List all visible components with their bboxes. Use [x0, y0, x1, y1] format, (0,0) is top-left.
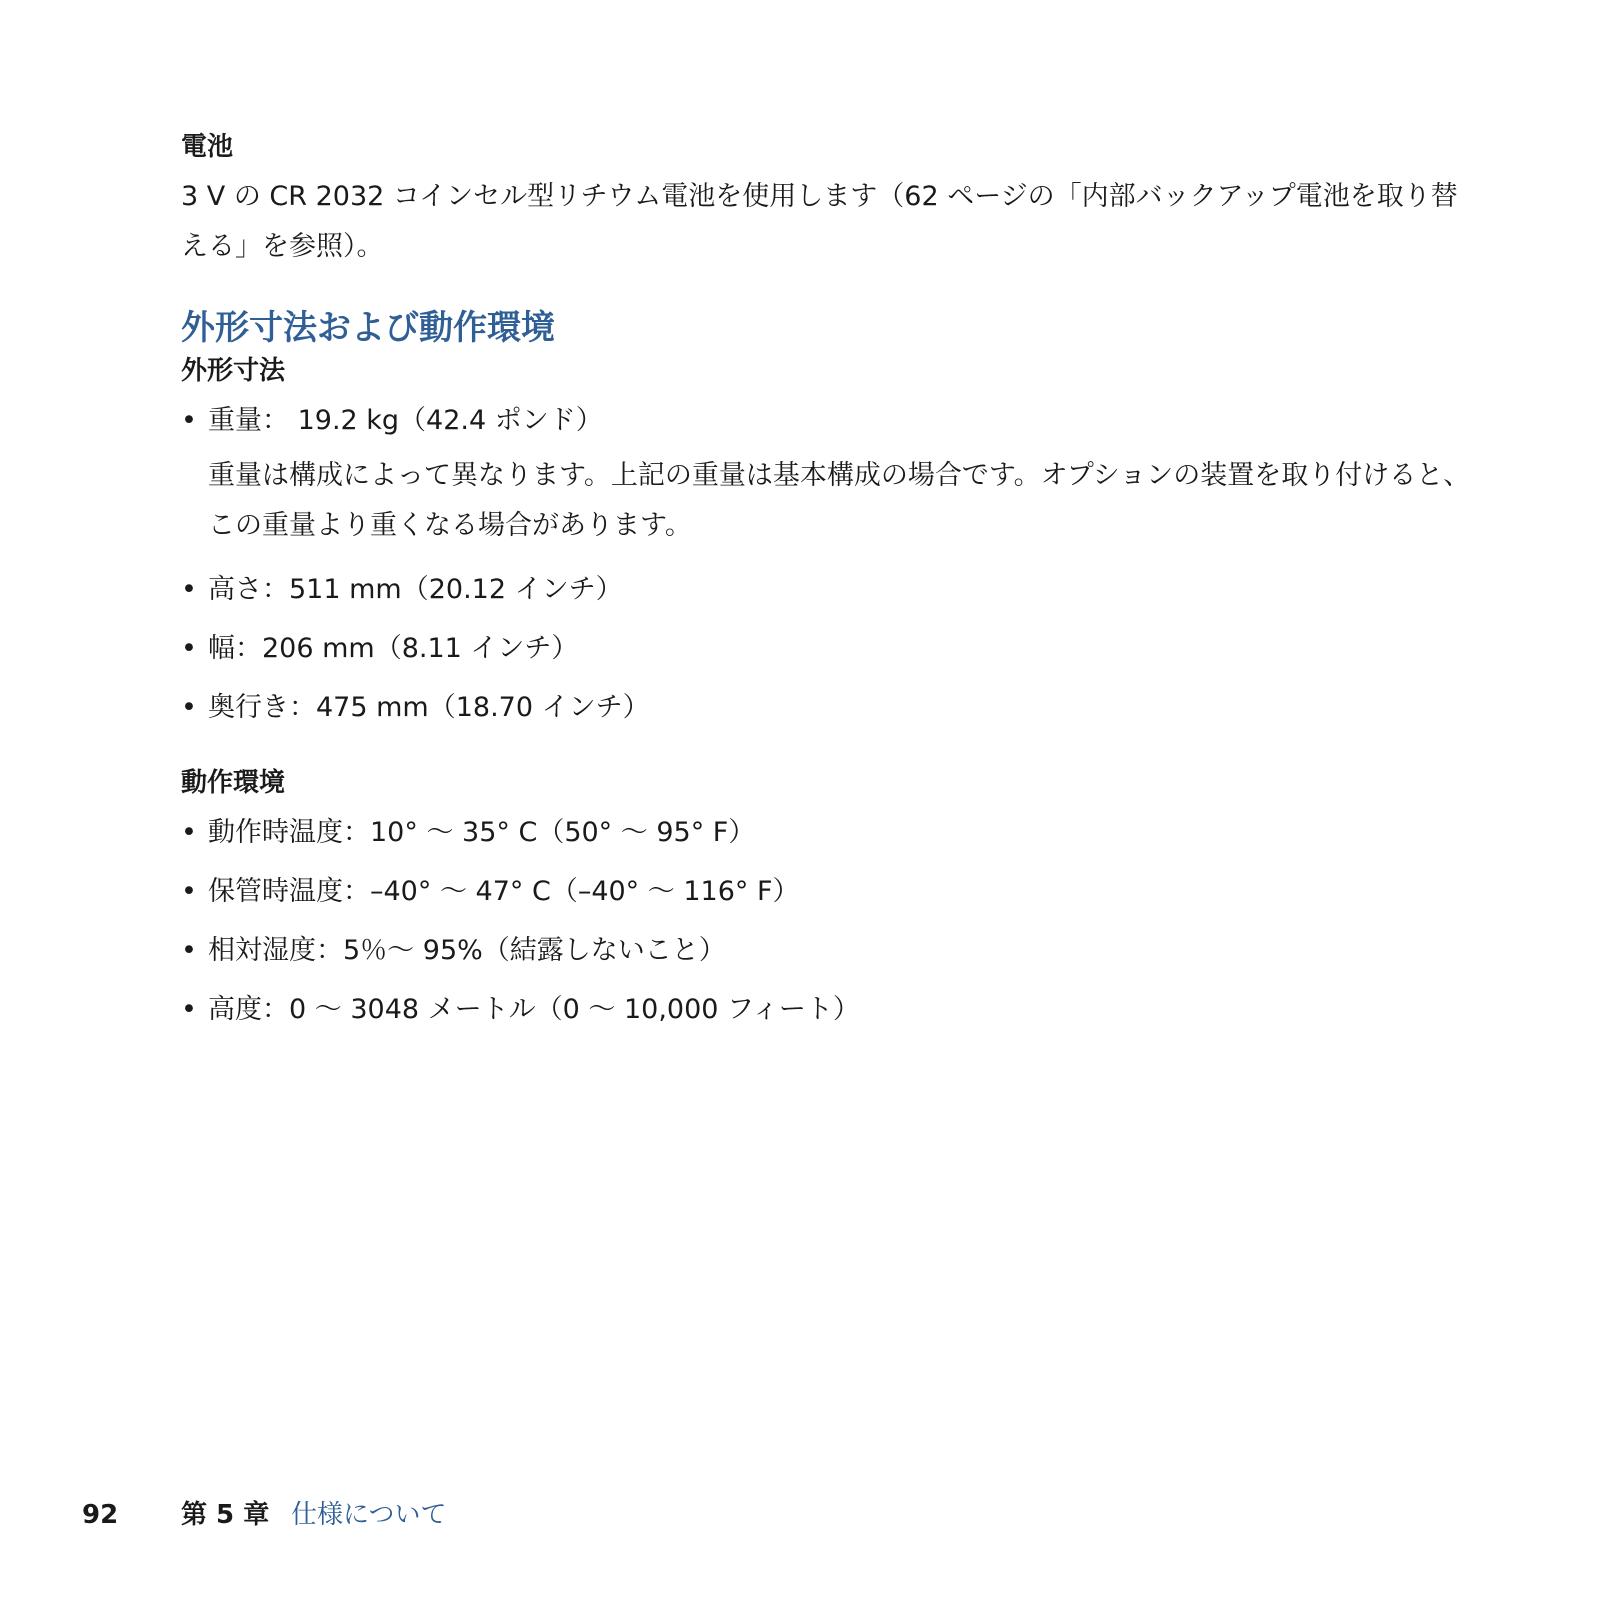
battery-text: 3 V の CR 2032 コインセル型リチウム電池を使用します（62 ページの「内部バックアップ電池を取り替える」を参照）。: [181, 181, 1458, 262]
bullet-icon: •: [181, 876, 197, 907]
dimensions-heading: 外形寸法: [181, 356, 286, 386]
humidity-text: 相対湿度：5％～ 95%（結露しないこと）: [208, 935, 726, 966]
section-title: 外形寸法および動作環境: [181, 308, 555, 348]
list-item-operating-temp: [181, 808, 1481, 858]
height-text: 高さ：511 mm（20.12 インチ）: [208, 574, 623, 605]
list-item-width: [181, 624, 1481, 674]
list-item-humidity: [181, 926, 1481, 976]
environment-list: [181, 808, 1481, 1035]
list-item-weight: [181, 396, 1481, 446]
environment-heading: 動作環境: [181, 768, 286, 798]
bullet-icon: •: [181, 405, 197, 436]
list-item-altitude: [181, 985, 1481, 1035]
dimensions-list-continued: [181, 565, 1481, 733]
bullet-icon: •: [181, 633, 197, 664]
weight-text: 重量： 19.2 kg（42.4 ポンド）: [208, 405, 603, 436]
list-item-height: [181, 565, 1481, 615]
depth-text: 奥行き：475 mm（18.70 インチ）: [208, 692, 650, 723]
bullet-icon: •: [181, 935, 197, 966]
bullet-icon: •: [181, 994, 197, 1025]
altitude-text: 高度：0 ～ 3048 メートル（0 ～ 10,000 フィート）: [208, 994, 860, 1025]
width-text: 幅：206 mm（8.11 インチ）: [208, 633, 579, 664]
list-item-storage-temp: [181, 867, 1481, 917]
page-content: [181, 128, 1481, 1044]
page-number: 92: [82, 1500, 119, 1530]
operating-temp-text: 動作時温度：10° ～ 35° C（50° ～ 95° F）: [208, 817, 756, 848]
chapter-label: 第 5 章: [181, 1500, 270, 1530]
bullet-icon: •: [181, 817, 197, 848]
bullet-icon: •: [181, 692, 197, 723]
weight-note: 重量は構成によって異なります。上記の重量は基本構成の場合です。オプションの装置を取り付けると、この重量より重くなる場合があります。: [208, 460, 1471, 541]
dimensions-list: [181, 396, 1481, 446]
chapter-title: 仕様について: [291, 1500, 447, 1530]
storage-temp-text: 保管時温度：–40° ～ 47° C（–40° ～ 116° F）: [208, 876, 800, 907]
list-item-depth: [181, 683, 1481, 733]
bullet-icon: •: [181, 574, 197, 605]
battery-heading: 電池: [181, 132, 234, 162]
